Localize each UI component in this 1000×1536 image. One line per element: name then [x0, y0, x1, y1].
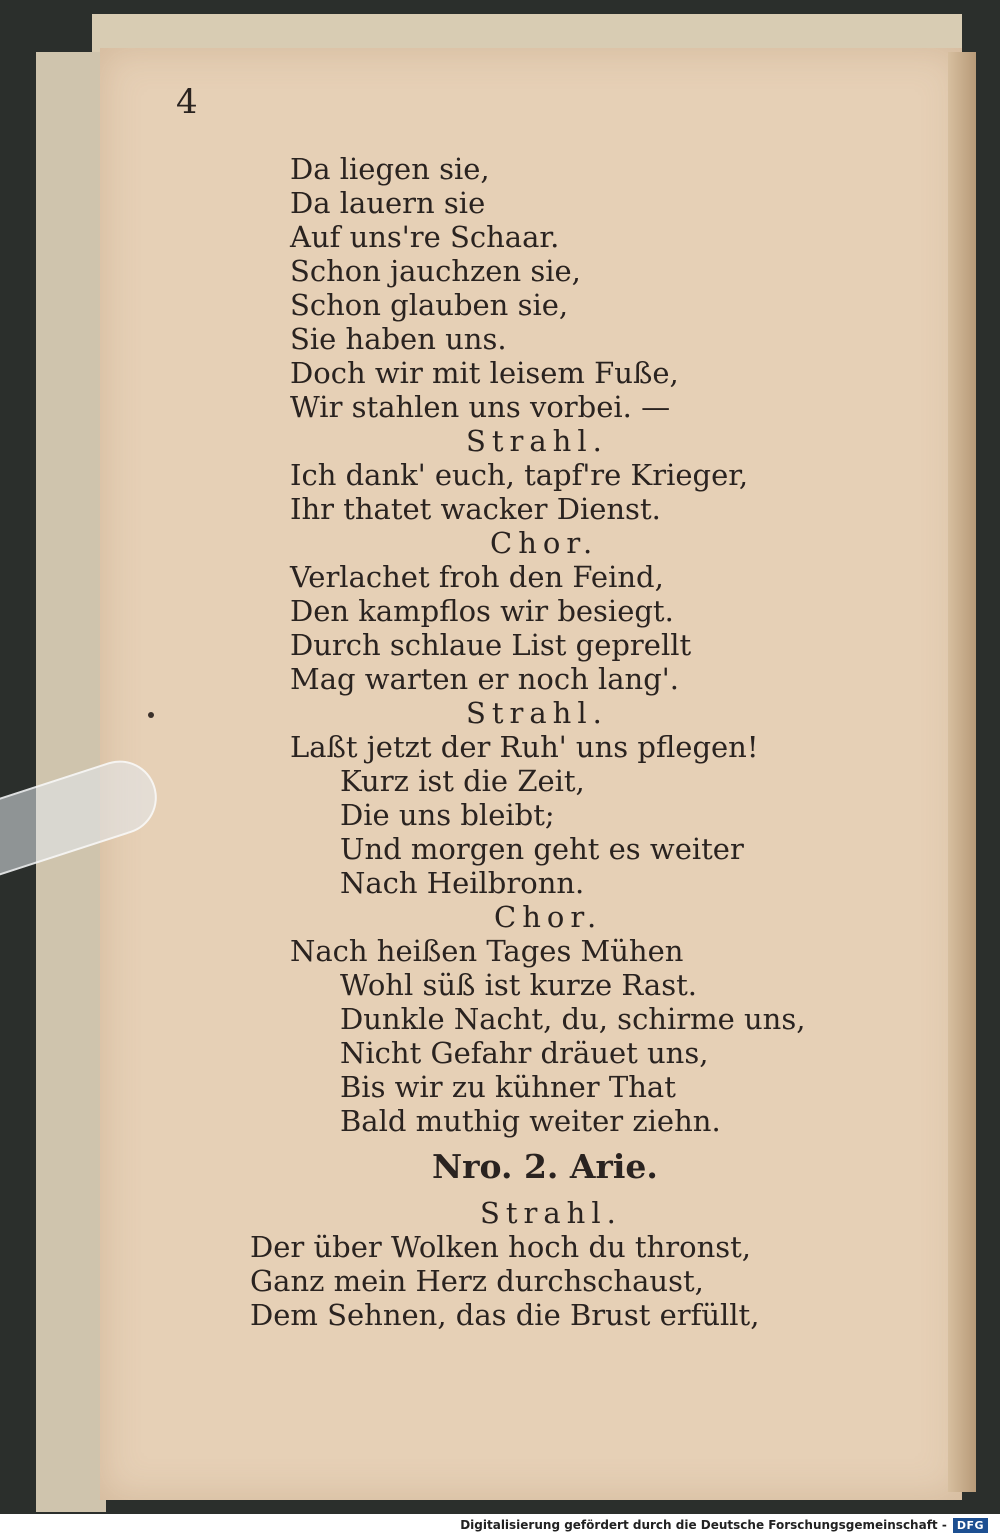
text-line: Sie haben uns.: [290, 322, 507, 356]
text-line: Wohl süß ist kurze Rast.: [340, 968, 697, 1002]
speaker-label: Strahl.: [480, 1196, 622, 1230]
text-line: Nicht Gefahr dräuet uns,: [340, 1036, 709, 1070]
text-line: Mag warten er noch lang'.: [290, 662, 679, 696]
text-line: Kurz ist die Zeit,: [340, 764, 585, 798]
text-line: Die uns bleibt;: [340, 798, 555, 832]
text-line: Verlachet froh den Feind,: [290, 560, 664, 594]
text-line: Nach Heilbronn.: [340, 866, 585, 900]
text-line: Der über Wolken hoch du thronst,: [250, 1230, 752, 1264]
text-line: Ich dank' euch, tapf're Krieger,: [290, 458, 749, 492]
text-line: Ganz mein Herz durchschaust,: [250, 1264, 704, 1298]
text-line: Auf uns're Schaar.: [290, 220, 560, 254]
section-heading: Nro. 2. Arie.: [432, 1147, 658, 1186]
text-line: Da liegen sie,: [290, 152, 490, 186]
text-line: Doch wir mit leisem Fuße,: [290, 356, 679, 390]
page-number: 4: [176, 82, 198, 122]
text-line: Dunkle Nacht, du, schirme uns,: [340, 1002, 806, 1036]
text-line: Durch schlaue List geprellt: [290, 628, 692, 662]
text-line: Laßt jetzt der Ruh' uns pflegen!: [290, 730, 759, 764]
text-line: Bis wir zu kühner That: [340, 1070, 676, 1104]
text-line: Ihr thatet wacker Dienst.: [290, 492, 661, 526]
digitization-footer: [0, 1514, 1000, 1536]
text-line: Dem Sehnen, das die Brust erfüllt,: [250, 1298, 760, 1332]
text-line: Nach heißen Tages Mühen: [290, 934, 684, 968]
text-line: Und morgen geht es weiter: [340, 832, 744, 866]
text-line: Schon glauben sie,: [290, 288, 569, 322]
page-edge: [948, 52, 976, 1492]
speaker-label: Strahl.: [466, 696, 608, 730]
footer-credit: Digitalisierung gefördert durch die Deutsche Forschungsgemeinschaft -: [460, 1518, 947, 1532]
speaker-label: Chor.: [494, 900, 603, 934]
dfg-logo: DFG: [953, 1518, 988, 1533]
text-line: Den kampflos wir besiegt.: [290, 594, 674, 628]
speaker-label: Strahl.: [466, 424, 608, 458]
text-line: Wir stahlen uns vorbei. —: [290, 390, 671, 424]
text-line: Schon jauchzen sie,: [290, 254, 581, 288]
speaker-label: Chor.: [490, 526, 599, 560]
ink-dot: [148, 712, 154, 718]
text-line: Da lauern sie: [290, 186, 486, 220]
text-line: Bald muthig weiter ziehn.: [340, 1104, 721, 1138]
